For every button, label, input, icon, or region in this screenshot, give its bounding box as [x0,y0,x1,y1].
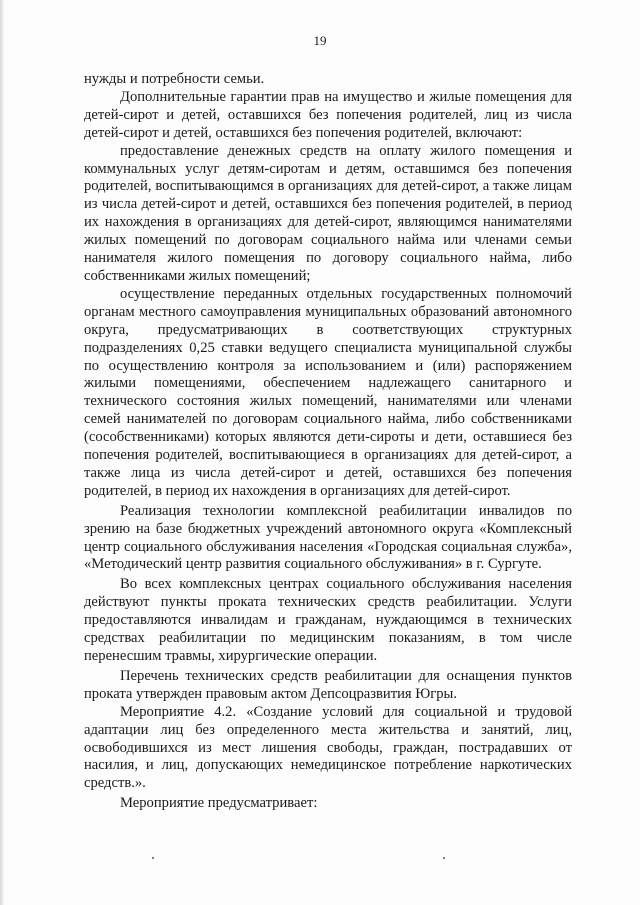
paragraph-continuation: нужды и потребности семьи. [84,71,265,87]
paragraph-measure-4-2: Мероприятие 4.2. «Создание условий для социальной и трудовой адаптации лиц без определенного места жительства и занятий, лиц, освободившихся из мест лишения свободы, граждан, пострадавших от насилия, и лиц, допускающих немедицинское потребление наркотических средств.». [84,703,572,792]
scan-speck [443,857,445,859]
paragraph-measure-provides: Мероприятие предусматривает: [120,795,318,812]
paragraph-delegated-powers: осуществление переданных отдельных государственных полномочий органам местного самоуправления муниципальных образований автономного округа, предусматривающих в соответствующих структурных подразделениях 0,25 ставки ведущего специалиста муниципальной службы по осуществлению контроля за использованием и (или) распоряжением жилыми помещениями, обеспечением надлежащего санитарного и технического состояния жилых помещений, нанимателями или членами семей нанимателей по договорам социального найма, либо собственниками (сособственниками) которых являются дети-сироты и дети, оставшиеся без попечения родителей, воспитывающиеся в организациях для детей-сирот, а также лица из числа детей-сирот и детей, оставшихся без попечения родителей, в период их нахождения в организациях для детей-сирот. [84,285,572,499]
paragraph-rehabilitation: Реализация технологии комплексной реабилитации инвалидов по зрению на базе бюджетных учреждений автономного округа «Комплексный центр социального обслуживания населения «Городская социальная служба», «Методический центр развития социального обслуживания» в г. Сургуте. [84,502,572,573]
scan-edge-shadow [0,0,4,905]
page-number: 19 [313,33,327,48]
paragraph-guarantees-intro: Дополнительные гарантии прав на имущество и жилые помещения для детей-сирот и детей, оставшихся без попечения родителей, лиц из числа детей-сирот и детей, оставшихся без попечения родителей, включают: [84,88,572,141]
paragraph-rental-points: Во всех комплексных центрах социального обслуживания населения действуют пункты проката технических средств реабилитации. Услуги предоставляются инвалидам и гражданам, нуждающимся в технических средствах реабилитации по медицинским показаниям, в том числе перенесшим травмы, хирургические операции. [84,576,572,664]
scan-speck [152,857,154,859]
paragraph-housing-payment: предоставление денежных средств на оплату жилого помещения и коммунальных услуг детям-сиротам и детям, оставшимся без попечения родителей, воспитывающимся в организациях для детей-сирот, а также лицам из числа детей-сирот и детей, оставшихся без попечения родителей, в период их нахождения в организациях для детей-сирот, являющимся нанимателями жилых помещений по договорам социального найма или членами семьи нанимателя жилого помещения по договору социального найма, либо собственниками жилых помещений; [84,142,572,284]
paragraph-equipment-list: Перечень технических средств реабилитации для оснащения пунктов проката утвержден правовым актом Депсоцразвития Югры. [84,667,572,702]
document-body [84,71,572,813]
